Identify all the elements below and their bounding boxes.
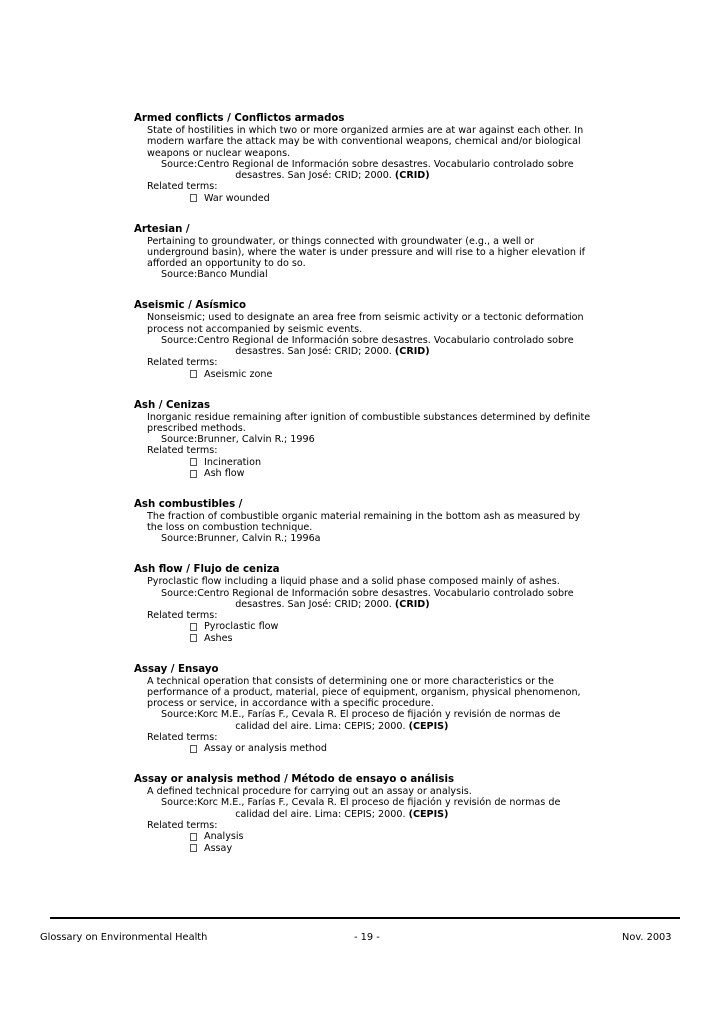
entry-source [134, 709, 596, 732]
entry-definition-line: underground basin), where the water is under pressure and will rise to a higher elevation if [147, 246, 585, 258]
glossary-entry [134, 773, 596, 854]
source-abbrev: (CRID) [394, 170, 430, 182]
entry-definition-line: State of hostilities in which two or more organized armies are at war against each other. In [147, 125, 584, 136]
entry-definition-line: Pertaining to groundwater, or things connected with groundwater (e.g., a well or [147, 235, 535, 247]
entry-definition-line: performance of a product, material, piece of equipment, organism, physical phenomenon, [147, 686, 581, 698]
entry-term: Artesian / [134, 223, 190, 235]
source-line: desastres. San José: CRID; 2000. [235, 346, 392, 358]
source-line: Banco Mundial [197, 269, 268, 281]
entry-definition-line: process not accompanied by seismic events. [147, 323, 363, 335]
bullet-box-icon [190, 745, 197, 753]
related-term [134, 457, 596, 468]
source-abbrev: (CRID) [394, 346, 430, 358]
page-number: - 19 - [354, 932, 380, 943]
related-term-text: Assay [204, 842, 233, 854]
entry-source [134, 588, 596, 611]
bullet-box-icon [190, 470, 197, 478]
glossary-entry [134, 563, 596, 644]
entry-term: Assay or analysis method / Método de ensayo o análisis [134, 774, 455, 786]
related-terms-label: Related terms: [147, 445, 218, 457]
entry-definition-line: A technical operation that consists of determining one or more characteristics or the [147, 675, 554, 687]
entry-definition-line: Inorganic residue remaining after ignition of combustible substances determined by definite [147, 411, 591, 423]
related-term-text: War wounded [204, 192, 270, 204]
entry-definition-line: weapons or nuclear weapons. [147, 147, 291, 159]
related-terms-label: Related terms: [147, 819, 218, 831]
related-term [134, 193, 596, 204]
entry-definition-line: The fraction of combustible organic material remaining in the bottom ash as measured by [147, 510, 581, 522]
entry-source [134, 335, 596, 358]
source-text [197, 335, 574, 358]
source-line: Korc M.E., Farías F., Cevala R. El proceso de fijación y revisión de normas de [197, 709, 561, 721]
related-term [134, 621, 596, 632]
entry-source [134, 797, 596, 820]
related-term [134, 369, 596, 380]
related-term [134, 843, 596, 854]
related-term [134, 831, 596, 842]
entry-definition-line: process or service, in accordance with a specific procedure. [147, 698, 434, 710]
glossary-entry [134, 498, 596, 545]
entry-definition-line: Nonseismic; used to designate an area free from seismic activity or a tectonic deformation [147, 312, 584, 324]
source-text [197, 797, 560, 820]
entry-source [134, 434, 596, 445]
bullet-box-icon [190, 833, 197, 841]
entry-term: Ash combustibles / [134, 498, 243, 510]
source-label: Source: [161, 797, 198, 809]
source-line: Centro Regional de Información sobre desastres. Vocabulario controlado sobre [197, 587, 574, 599]
related-term-text: Ashes [204, 632, 233, 644]
entry-source [134, 269, 596, 280]
entry-definition-line: prescribed methods. [147, 422, 246, 434]
entry-definition-line: modern warfare the attack may be with conventional weapons, chemical and/or biological [147, 136, 581, 148]
source-line: Brunner, Calvin R.; 1996a [197, 533, 321, 545]
entry-term: Ash / Cenizas [134, 399, 211, 411]
source-label: Source: [161, 158, 198, 170]
related-terms-label: Related terms: [147, 357, 218, 369]
source-line: Korc M.E., Farías F., Cevala R. El proceso de fijación y revisión de normas de [197, 797, 561, 809]
bullet-box-icon [190, 370, 197, 378]
source-line: Centro Regional de Información sobre desastres. Vocabulario controlado sobre [197, 334, 574, 346]
source-text [197, 533, 320, 544]
related-term-text: Incineration [204, 456, 262, 468]
source-line: Brunner, Calvin R.; 1996 [197, 434, 315, 446]
source-label: Source: [161, 709, 198, 721]
footer-date: Nov. 2003 [622, 932, 672, 943]
bullet-box-icon [190, 844, 197, 852]
source-label: Source: [161, 269, 198, 281]
source-line: desastres. San José: CRID; 2000. [235, 598, 392, 610]
entry-definition-line: afforded an opportunity to do so. [147, 258, 306, 270]
source-label: Source: [161, 587, 198, 599]
glossary-entry [134, 663, 596, 755]
source-text [197, 709, 560, 732]
source-label: Source: [161, 533, 198, 545]
entry-definition-line: A defined technical procedure for carrying out an assay or analysis. [147, 786, 472, 798]
related-term-text: Aseismic zone [204, 368, 273, 380]
source-line: Centro Regional de Información sobre desastres. Vocabulario controlado sobre [197, 158, 574, 170]
glossary-content [134, 112, 596, 872]
bullet-box-icon [190, 458, 197, 466]
related-terms-label: Related terms: [147, 181, 218, 193]
source-abbrev: (CRID) [394, 598, 430, 610]
source-text [197, 588, 574, 611]
related-terms-label: Related terms: [147, 731, 218, 743]
bullet-box-icon [190, 194, 197, 202]
footer-title: Glossary on Environmental Health [40, 932, 208, 943]
source-abbrev: (CEPIS) [408, 808, 449, 820]
glossary-entry [134, 299, 596, 380]
footer-divider [50, 917, 680, 919]
entry-term: Aseismic / Asísmico [134, 300, 247, 312]
entry-source [134, 159, 596, 182]
source-text [197, 434, 315, 445]
source-label: Source: [161, 434, 198, 446]
related-term [134, 633, 596, 644]
entry-term: Armed conflicts / Conflictos armados [134, 113, 345, 124]
glossary-entry [134, 112, 596, 204]
entry-term: Assay / Ensayo [134, 663, 219, 675]
source-text [197, 269, 267, 280]
related-terms-label: Related terms: [147, 610, 218, 622]
related-term-text: Assay or analysis method [204, 743, 327, 755]
glossary-entry [134, 223, 596, 281]
source-line: calidad del aire. Lima: CEPIS; 2000. [235, 720, 406, 732]
related-term [134, 468, 596, 479]
entry-source [134, 533, 596, 544]
glossary-entry [134, 399, 596, 480]
related-term [134, 743, 596, 754]
source-label: Source: [161, 334, 198, 346]
entry-term: Ash flow / Flujo de ceniza [134, 564, 280, 576]
related-term-text: Analysis [204, 831, 244, 843]
related-term-text: Ash flow [204, 468, 245, 480]
bullet-box-icon [190, 634, 197, 642]
source-abbrev: (CEPIS) [408, 720, 449, 732]
entry-definition-line: the loss on combustion technique. [147, 522, 313, 534]
source-line: desastres. San José: CRID; 2000. [235, 170, 392, 182]
entry-definition-line: Pyroclastic flow including a liquid phase and a solid phase composed mainly of ashes. [147, 576, 560, 588]
bullet-box-icon [190, 623, 197, 631]
source-text [197, 159, 574, 182]
source-line: calidad del aire. Lima: CEPIS; 2000. [235, 808, 406, 820]
related-term-text: Pyroclastic flow [204, 621, 279, 633]
